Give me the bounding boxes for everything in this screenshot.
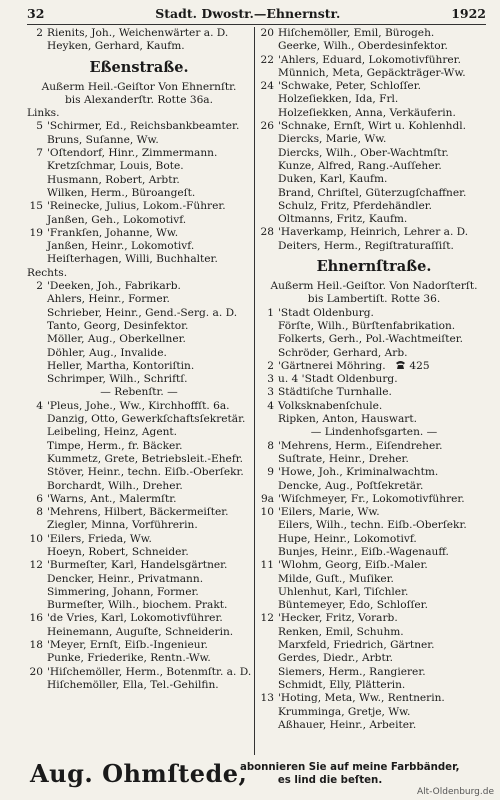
- list-item: [27, 373, 251, 386]
- entry-number: 24: [260, 80, 274, 93]
- list-item: [258, 719, 490, 732]
- list-item: [27, 519, 251, 532]
- list-item: [27, 147, 251, 160]
- list-item: [27, 174, 251, 187]
- entry-text: Bunjes, Heinr., Eiſb.-Wagenauff.: [278, 545, 449, 558]
- rechts-entries: [27, 280, 251, 386]
- list-item: [258, 546, 490, 559]
- list-item: [258, 679, 490, 692]
- entry-number: 2: [267, 359, 274, 372]
- list-item: [258, 573, 490, 586]
- entry-number: 2: [36, 280, 43, 293]
- entry-text: Schröder, Gerhard, Arb.: [278, 346, 408, 359]
- entry-text: Kretzſchmar, Louis, Bote.: [47, 160, 184, 173]
- entry-number: 18: [29, 639, 43, 652]
- entry-text: Krumminga, Gretje, Ww.: [278, 705, 411, 718]
- list-item: [27, 214, 251, 227]
- phone-number: 425: [409, 359, 430, 372]
- entry-number: 1: [267, 306, 274, 319]
- ehnern-entries-a: [258, 307, 490, 360]
- list-item: [27, 307, 251, 320]
- list-item: [258, 187, 490, 200]
- street-description-line: bis Alexanderſtr. Rotte 36a.: [65, 93, 213, 106]
- entry-number: 11: [260, 559, 274, 572]
- list-item: [27, 413, 251, 426]
- entry-number: 8: [267, 439, 274, 452]
- entry-text: Schulz, Fritz, Pferdehändler.: [278, 199, 433, 212]
- entry-number: 22: [260, 53, 274, 66]
- list-item: [258, 160, 490, 173]
- list-item: [258, 333, 490, 346]
- entry-text: Tanto, Georg, Desinfektor.: [47, 319, 189, 332]
- list-item: [27, 666, 251, 679]
- entry-number: 20: [260, 27, 274, 39]
- entry-text: Duken, Karl, Kaufm.: [278, 173, 388, 186]
- list-item: [258, 93, 490, 106]
- right-top-entries: [258, 27, 490, 253]
- entry-text: Heinemann, Auguſte, Schneiderin.: [47, 625, 234, 638]
- list-item: [258, 692, 490, 705]
- entry-text: 'Frankſen, Johanne, Ww.: [47, 226, 179, 239]
- year: 1922: [451, 6, 486, 21]
- list-item: [27, 227, 251, 240]
- entry-text: Hupe, Heinr., Lokomotivf.: [278, 532, 417, 545]
- list-item: [27, 320, 251, 333]
- entry-text: Brand, Chriſtel, Güterzugſchaffner.: [278, 186, 467, 199]
- list-item: [258, 307, 490, 320]
- entry-number: 2: [36, 27, 43, 39]
- entry-number: 5: [36, 120, 43, 133]
- entry-text: 'Haverkamp, Heinrich, Lehrer a. D.: [278, 226, 469, 239]
- entry-text: Punke, Friederike, Rentn.-Ww.: [47, 652, 211, 665]
- list-item: [27, 347, 251, 360]
- entry-text: 'Reinecke, Julius, Lokom.-Führer.: [47, 200, 226, 213]
- entry-number: 20: [29, 665, 43, 678]
- list-item: [27, 506, 251, 519]
- entry-text: 'Deeken, Joh., Fabrikarb.: [47, 280, 181, 293]
- entry-number: 8: [36, 506, 43, 519]
- list-item: [27, 400, 251, 413]
- list-item: [258, 107, 490, 120]
- column-divider: [254, 27, 255, 755]
- list-item: [258, 80, 490, 93]
- entry-text: 'de Vries, Karl, Lokomotivführer.: [47, 612, 223, 625]
- entry-text: Kunze, Alfred, Rang.-Auſſeher.: [278, 159, 442, 172]
- entry-text: Döhler, Aug., Invalide.: [47, 346, 167, 359]
- list-item: [27, 453, 251, 466]
- list-item: [258, 413, 490, 426]
- entry-text: Diercks, Marie, Ww.: [278, 133, 387, 146]
- list-item: [27, 573, 251, 586]
- entry-number: 10: [260, 506, 274, 519]
- entry-text: 'Burmeſter, Karl, Handelsgärtner.: [47, 559, 228, 572]
- list-item: [258, 466, 490, 479]
- ehnern-entries-c: [258, 440, 490, 733]
- entry-text: 'Hecker, Fritz, Vorarb.: [278, 612, 398, 625]
- entry-number: 4: [36, 399, 43, 412]
- entry-number: 3: [267, 373, 274, 386]
- list-item: [258, 226, 490, 239]
- entry-number: 12: [29, 559, 43, 572]
- entry-number: 3: [267, 386, 274, 399]
- rebenstr-entries: [27, 400, 251, 693]
- advertiser-name: Aug. Ohmſtede,: [30, 759, 248, 788]
- advertisement-text: [240, 761, 460, 788]
- entry-text: Uhlenhut, Karl, Tiſchler.: [278, 585, 409, 598]
- entry-number: 28: [260, 226, 274, 239]
- entry-text: Heyken, Gerhard, Kaufm.: [47, 40, 185, 53]
- entry-text: Schrieber, Heinr., Gend.-Serg. a. D.: [47, 306, 238, 319]
- list-item: [27, 160, 251, 173]
- entry-text: 'Howe, Joh., Kriminalwachtm.: [278, 466, 439, 479]
- ad-line: es lind die beſten.: [277, 775, 383, 787]
- entry-text: Diercks, Wilh., Ober-Wachtmſtr.: [278, 146, 449, 159]
- phone-entry: [395, 360, 430, 374]
- list-item: [258, 453, 490, 466]
- entry-text: 'Meyer, Ernſt, Eiſb.-Ingenieur.: [47, 639, 208, 652]
- entry-text: Oltmanns, Fritz, Kaufm.: [278, 213, 408, 226]
- entry-text: 'Stadt Oldenburg.: [278, 306, 374, 319]
- section-label-rebenstr: — Rebenſtr. —: [100, 386, 178, 399]
- list-item: [258, 27, 490, 40]
- entry-text: Folkerts, Gerh., Pol.-Wachtmeiſter.: [278, 333, 463, 346]
- entry-text: Kummetz, Grete, Betriebsleit.-Ehefr.: [47, 452, 244, 465]
- list-item: [258, 200, 490, 213]
- list-item: [258, 480, 490, 493]
- entry-text: Borchardt, Wilh., Dreher.: [47, 479, 183, 492]
- entry-text: 'Mehrens, Hilbert, Bäckermeiſter.: [47, 506, 229, 519]
- list-item: [258, 373, 490, 386]
- entry-text: Milde, Guſt., Muſiker.: [278, 572, 394, 585]
- section-label-lindenhofsgarten: — Lindenhofsgarten. —: [310, 426, 438, 439]
- entry-number: 13: [260, 692, 274, 705]
- entry-text: Schmidt, Elly, Plätterin.: [278, 678, 406, 691]
- ehnern-entries-b: [258, 373, 490, 426]
- list-item: [258, 440, 490, 453]
- entry-text: Simmering, Johann, Former.: [47, 585, 199, 598]
- entry-text: Städtiſche Turnhalle.: [278, 386, 392, 399]
- right-column: [258, 27, 490, 732]
- list-item: [27, 679, 251, 692]
- list-item: [27, 546, 251, 559]
- entry-text: 'Mehrens, Herm., Eiſendreher.: [278, 439, 443, 452]
- list-item: [258, 54, 490, 67]
- entry-text: Geerke, Wilh., Oberdesinfektor.: [278, 40, 448, 53]
- entry-text: Eilers, Wilh., techn. Eiſb.-Oberſekr.: [278, 519, 467, 532]
- list-item: [258, 599, 490, 612]
- list-item: [27, 626, 251, 639]
- street-description-line: Außerm Heil.-Geiſtor. Von Nadorſterſt.: [270, 280, 478, 293]
- list-item: [27, 586, 251, 599]
- entry-text: Ziegler, Minna, Vorführerin.: [47, 519, 198, 532]
- list-item: [27, 240, 251, 253]
- watermark-text: Alt-Oldenburg.de: [416, 787, 494, 797]
- list-item: [27, 293, 251, 306]
- list-item: [258, 586, 490, 599]
- side-label-rechts: Rechts.: [27, 266, 68, 279]
- list-item: [258, 347, 490, 360]
- entry-text: Hiſchemöller, Emil, Bürogeh.: [278, 27, 435, 39]
- list-item: [27, 187, 251, 200]
- entry-text: 'Hiſchemöller, Herm., Botenmſtr. a. D.: [47, 665, 252, 678]
- entry-number: 16: [29, 612, 43, 625]
- entry-number: 9a: [260, 492, 274, 505]
- entry-text: Husmann, Robert, Arbtr.: [47, 173, 180, 186]
- side-label-links: Links.: [27, 107, 60, 120]
- list-item: [27, 253, 251, 266]
- entry-text: Dencke, Aug., Poſtſekretär.: [278, 479, 424, 492]
- list-item: [258, 493, 490, 506]
- entry-text: Möller, Aug., Oberkellner.: [47, 333, 186, 346]
- entry-text: Aßhauer, Heinr., Arbeiter.: [278, 718, 417, 731]
- entry-text: 'Wlohm, Georg, Eiſb.-Maler.: [278, 559, 428, 572]
- entry-text: Förſte, Wilh., Bürſtenfabrikation.: [278, 319, 456, 332]
- list-item: [27, 493, 251, 506]
- list-item: [27, 27, 251, 40]
- entry-text: 'Schwake, Peter, Schloſſer.: [278, 80, 421, 93]
- list-item: [258, 400, 490, 413]
- entry-text: Hoeyn, Robert, Schneider.: [47, 545, 189, 558]
- entry-number: 10: [29, 532, 43, 545]
- entry-text: Gerdes, Diedr., Arbtr.: [278, 652, 393, 665]
- entry-number: 9: [267, 466, 274, 479]
- list-item: [258, 626, 490, 639]
- list-item: [27, 612, 251, 625]
- list-item: [258, 652, 490, 665]
- left-top-entries: [27, 27, 251, 54]
- entry-text: Holzeſiekken, Ida, Frl.: [278, 93, 399, 106]
- entry-number: 19: [29, 226, 43, 239]
- list-item: [27, 533, 251, 546]
- list-item: [258, 120, 490, 133]
- street-description-line: bis Lambertiſt. Rotte 36.: [307, 293, 441, 306]
- entry-text: Büntemeyer, Edo, Schloſſer.: [278, 599, 428, 612]
- entry-text: 'Warns, Ant., Malermſtr.: [47, 492, 177, 505]
- entry-text: Heller, Martha, Kontoriſtin.: [47, 359, 195, 372]
- entry-text: Deiters, Herm., Regiſtraturaſſiſt.: [278, 239, 454, 252]
- entry-text: Heiſterhagen, Willi, Buchhalter.: [47, 253, 218, 266]
- entry-text: Burmeſter, Wilh., biochem. Prakt.: [47, 599, 228, 612]
- entry-number: 15: [29, 200, 43, 213]
- entry-text: Ahlers, Heinr., Former.: [47, 293, 170, 306]
- entry-text: Dencker, Heinr., Privatmann.: [47, 572, 204, 585]
- list-item: [27, 280, 251, 293]
- entry-text: Renken, Emil, Schuhm.: [278, 625, 404, 638]
- ad-line: abonnieren Sie auf meine Farbbänder,: [240, 762, 460, 773]
- list-item: [258, 506, 490, 519]
- entry-text: Danzig, Otto, Gewerkſchaftsſekretär.: [47, 413, 246, 426]
- entry-text: 'Hoting, Meta, Ww., Rentnerin.: [278, 692, 445, 705]
- list-item: [27, 134, 251, 147]
- entry-number: 26: [260, 120, 274, 133]
- list-item: [258, 533, 490, 546]
- page-header: [27, 6, 486, 22]
- entry-text: Schrimper, Wilh., Schriftſ.: [47, 373, 188, 386]
- entry-text: 'Schnake, Ernſt, Wirt u. Kohlenhdl.: [278, 120, 467, 133]
- list-item: [258, 666, 490, 679]
- list-item-gaertnerei: [258, 360, 490, 373]
- entry-text: 'Schirmer, Ed., Reichsbankbeamter.: [47, 120, 240, 133]
- entry-text: u. 4 'Stadt Oldenburg.: [278, 373, 398, 386]
- list-item: [27, 360, 251, 373]
- page-number: 32: [27, 6, 45, 21]
- street-title-essenstrasse: Eßenstraße.: [89, 58, 189, 76]
- list-item: [258, 147, 490, 160]
- list-item: [258, 519, 490, 532]
- entry-text: Suſtrate, Heinr., Dreher.: [278, 452, 409, 465]
- list-item: [27, 200, 251, 213]
- entry-text: Wilken, Herm., Büroangeſt.: [47, 186, 196, 199]
- list-item: [27, 639, 251, 652]
- list-item: [27, 120, 251, 133]
- list-item: [258, 639, 490, 652]
- entry-number: 6: [36, 492, 43, 505]
- list-item: [27, 333, 251, 346]
- page-title: Stadt. Dwostr.—Ehnernstr.: [155, 6, 341, 21]
- entry-text: Timpe, Herm., fr. Bäcker.: [47, 439, 183, 452]
- list-item: [258, 320, 490, 333]
- list-item: [27, 440, 251, 453]
- entry-number: 7: [36, 147, 43, 160]
- list-item: [258, 240, 490, 253]
- list-item: [27, 599, 251, 612]
- entry-text: Siemers, Herm., Rangierer.: [278, 665, 426, 678]
- entry-text: 'Ahlers, Eduard, Lokomotivführer.: [278, 53, 461, 66]
- entry-text: Marxfeld, Friedrich, Gärtner.: [278, 639, 435, 652]
- entry-text: 'Gärtnerei Möhring.: [278, 359, 386, 372]
- entry-text: Stöver, Heinr., techn. Eiſb.-Oberſekr.: [47, 466, 244, 479]
- entry-text: Janßen, Geh., Lokomotivf.: [47, 213, 187, 226]
- list-item: [258, 706, 490, 719]
- entry-text: 'Eilers, Marie, Ww.: [278, 506, 380, 519]
- entry-text: 'Pleus, Johe., Ww., Kirchhoffſt. 6a.: [47, 399, 230, 412]
- left-column: [27, 27, 251, 692]
- list-item: [27, 40, 251, 53]
- list-item: [27, 652, 251, 665]
- entry-text: Holzeſiekken, Anna, Verkäuferin.: [278, 106, 456, 119]
- entry-number: 4: [267, 399, 274, 412]
- list-item: [27, 480, 251, 493]
- list-item: [258, 213, 490, 226]
- street-title-ehnernstrasse: Ehnernſtraße.: [316, 258, 432, 276]
- list-item: [258, 67, 490, 80]
- entry-text: Ripken, Anton, Hauswart.: [278, 413, 417, 426]
- entry-text: Münnich, Meta, Gepäckträger-Ww.: [278, 66, 466, 79]
- entry-text: 'Wiſchmeyer, Fr., Lokomotivführer.: [278, 492, 465, 505]
- list-item: [27, 466, 251, 479]
- entry-text: Hiſchemöller, Ella, Tel.-Gehilfin.: [47, 678, 219, 691]
- entry-text: Janßen, Heinr., Lokomotivf.: [47, 240, 195, 253]
- entry-number: 12: [260, 612, 274, 625]
- street-description-line: Außerm Heil.-Geiſtor Von Ehnernſtr.: [41, 80, 237, 93]
- entry-text: 'Eilers, Frieda, Ww.: [47, 532, 152, 545]
- entry-text: Leibeling, Heinz, Agent.: [47, 426, 178, 439]
- entry-text: Bruns, Suſanne, Ww.: [47, 133, 159, 146]
- telephone-icon: [395, 360, 406, 374]
- list-item: [258, 386, 490, 399]
- list-item: [258, 612, 490, 625]
- list-item: [258, 133, 490, 146]
- list-item: [258, 173, 490, 186]
- links-entries: [27, 120, 251, 266]
- list-item: [27, 559, 251, 572]
- list-item: [258, 559, 490, 572]
- entry-text: Volksknabenſchule.: [278, 399, 383, 412]
- entry-text: 'Oſtendorf, Hinr., Zimmermann.: [47, 147, 218, 160]
- list-item: [27, 426, 251, 439]
- header-rule: [27, 24, 486, 25]
- entry-text: Rienits, Joh., Weichenwärter a. D.: [47, 27, 229, 39]
- list-item: [258, 40, 490, 53]
